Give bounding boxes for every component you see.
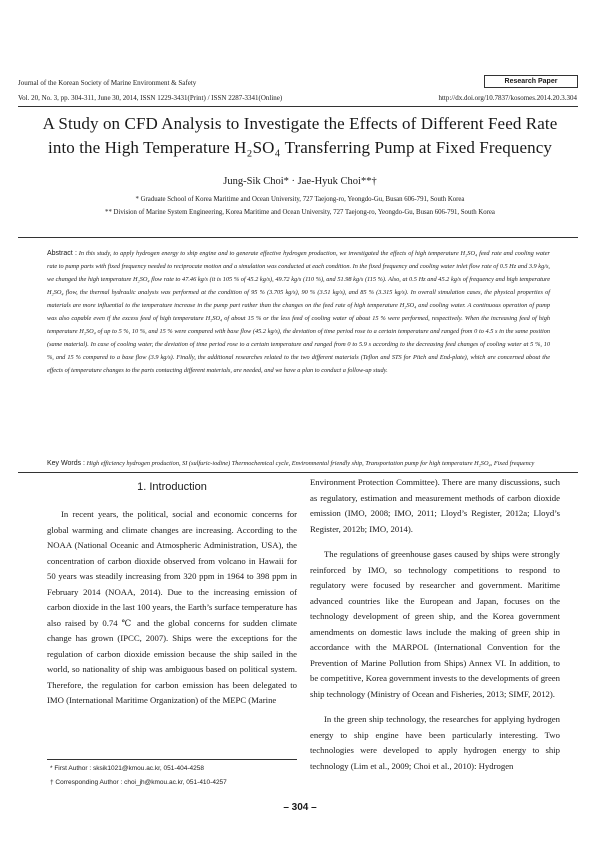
paragraph: The regulations of greenhouse gases caused by ships were strongly reinforced by IMO, so technology competitions to respond to regulatory were focused by researcher and government. Maritime advanced countries like the European and Japan, focuses on the technology development of green ship, and the Korea government amendments on domestic laws include the making of green ship in accordance with the MARPOL (International Convention for the Prevention of Marine Pollution from Ships) Annex VI. In addition, to be competitive, Korea government invests to the developments of green ship technology (Ministry of Ocean and Fisheries, 2013; SIMF, 2012). [310, 549, 560, 699]
doi-link[interactable]: http://dx.doi.org/10.7837/kosomes.2014.20.3.304 [438, 94, 577, 102]
paragraph: Environment Protection Committee). There are many discussions, such as regulatory, estimation and measurement methods of carbon dioxide emission (IMO, 2008; IMO, 2011; Lloyd’s Register, 2012a; Lloyd’s Register, 2012b; IMO, 2014). [310, 477, 560, 534]
footnote-rule [47, 759, 297, 760]
abstract-top-rule [18, 237, 578, 238]
title-line-1: A Study on CFD Analysis to Investigate the Effects of Different Feed Rate [42, 114, 558, 133]
paper-title [0, 112, 600, 160]
page-number: – 304 – [283, 802, 317, 813]
left-column [47, 507, 297, 709]
title-line-2: into the High Temperature H₂SO₄ Transferring Pump at Fixed Frequency [48, 138, 552, 157]
research-paper-badge: Research Paper [484, 75, 578, 88]
authors: Jung-Sik Choi* · Jae-Hyuk Choi**† [223, 176, 377, 187]
abstract-bottom-rule [18, 472, 578, 473]
journal-name: Journal of the Korean Society of Marine Environment & Safety [18, 79, 197, 87]
paragraph: In recent years, the political, social and economic concerns for global warming and climate changes are increasing. According to the NOAA (National Oceanic and Atmospheric Administration, USA), the concentration of carbon dioxide observed from volcano in Hawaii for 50 years was steadily increasing from 320 ppm in 1964 to 398 ppm in February 2014 (NOAA, 2014). Due to the increasing emission of carbon dioxide in the last 100 years, the Earth’s surface temperature has also raised by 0.74 ℃ and the global concerns for sudden climate change has grown (IPCC, 2007). Ships were the exceptions for the regulation of carbon dioxide emission because the ship sailed in the world, so nationality of ship was ambiguous based on political system. Therefore, the regulation for carbon emission has been delegated to IMO (International Maritime Organization) of the MEPC (Marine [47, 509, 297, 705]
footnote-corresponding-author: † Corresponding Author : choi_jh@kmou.ac.kr, 051-410-4257 [50, 779, 227, 786]
abstract [47, 247, 550, 377]
keywords-label: Key Words : [47, 460, 85, 467]
keywords [47, 457, 550, 470]
abstract-label: Abstract : [47, 250, 77, 257]
volume-info: Vol. 20, No. 3, pp. 304-311, June 30, 2014, ISSN 1229-3431(Print) / ISSN 2287-3341(Online) [18, 94, 283, 102]
right-column [310, 475, 560, 774]
abstract-text: In this study, to apply hydrogen energy to ship engine and to generate effective hydrogen production, we investigated the effects of high temperature H₂SO₄ feed rate and cooling water rate to pump parts with fixed frequency needed to reciprocate motion and a simulation was conducted at each condition. In the fixed frequency and cooling water inlet flow rate of 0.5 Hz and 3.9 kg/s, we changed the high temperature H₂SO₄ flow rate to 47.46 kg/s (it is 105 % of 45.2 kg/s), 49.72 kg/s (110 %), and 51.98 kg/s (115 %). Also, at 0.5 Hz and 45.2 kg/s of frequency and high temperature H₂SO₄ flow, the thermal hydraulic analysis was performed at the condition of 95 % (3.705 kg/s), 90 % (3.51 kg/s), and 85 % (3.315 kg/s). In overall simulation cases, the physical properties of materials are more influential to the temperature increase in the pump part rather than the changes on the feed rate of high temperature H₂SO₄ and cooling water. A continuous operation of pump was also capable even if the excess feed of high temperature H₂SO₄ of about 15 % or the less feed of cooling water of about 15 % were performed, respectively. When the increasing feed of high temperature H₂SO₄ of up to 5 %, 10 %, and 15 % were compared with base flow (45.2 kg/s), the deviation of time period rose to a certain temperature and ranged from 0 to 4.5 s in the same position (same material). In case of cooling water, the deviation of time period rose to a certain temperature and ranged from 0 to 5.9 s according to the decreasing feed changes of cooling water at 5 %, 10 %, and 15 % compared to a base flow (3.9 kg/s). Finally, the additional researches related to the two different materials (Teflon and STS for Pitch and End-plate), which are concerned about the effects of temperature changes to the parts contacting different materials, are needed, and we have a plan to conduct a follow-up study. [47, 250, 550, 374]
paragraph: In the green ship technology, the researches for applying hydrogen energy to ship engine have been particularly interesting. Two technologies were developed to apply hydrogen energy to ship technology (Lim et al., 2009; Choi et al., 2010): Hydrogen [310, 714, 560, 771]
footnote-first-author: * First Author : sksik1021@kmou.ac.kr, 051-404-4258 [50, 765, 205, 772]
header-rule [18, 106, 578, 107]
affiliation-2: ** Division of Marine System Engineering, Korea Maritime and Ocean University, 727 Taejong-ro, Yeongdo-Gu, Busan 606-791, South Korea [105, 209, 495, 216]
keywords-text: High efficiency hydrogen production, SI (sulfuric-iodine) Thermochemical cycle, Environmental friendly ship, Transportation pump for high temperature H₂SO₄, Fixed frequency [86, 460, 535, 467]
affiliation-1: * Graduate School of Korea Maritime and Ocean University, 727 Taejong-ro, Yeongdo-Gu, Busan 606-791, South Korea [135, 196, 465, 203]
section-heading: 1. Introduction [137, 481, 207, 493]
